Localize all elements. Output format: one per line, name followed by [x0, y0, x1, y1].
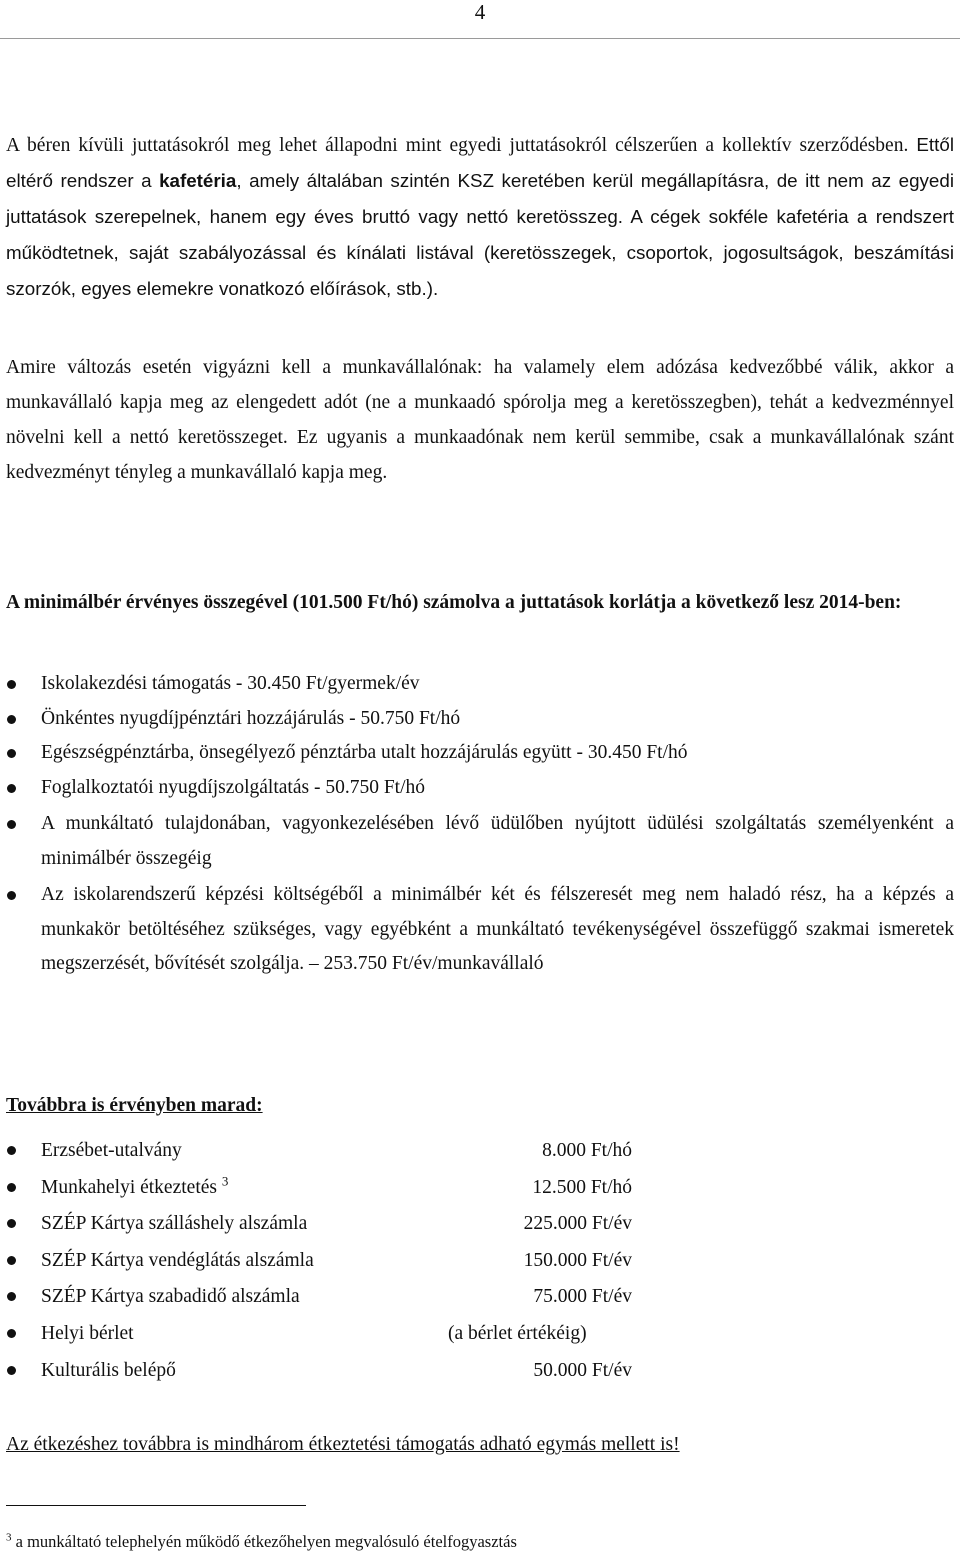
list-item	[0, 878, 960, 982]
kafeteria-term: kafetéria	[159, 170, 237, 191]
list-item-text: Önkéntes nyugdíjpénztári hozzájárulás - 50.750 Ft/hó	[41, 707, 461, 729]
bullet-icon	[7, 749, 16, 758]
list-item	[0, 667, 960, 702]
benefit-label: Helyi bérlet	[41, 1322, 134, 1344]
footnote-ref: 3	[221, 1173, 229, 1189]
benefit-row	[0, 1133, 960, 1170]
bullet-icon	[7, 1183, 16, 1192]
benefit-row	[0, 1206, 960, 1243]
intro-paragraph	[6, 127, 954, 307]
bullet-icon	[7, 891, 16, 900]
list-item-text: Iskolakezdési támogatás - 30.450 Ft/gyermek/év	[41, 673, 420, 694]
list-item	[0, 702, 960, 737]
valid-benefits-heading	[6, 1089, 954, 1122]
footnote-text: a munkáltató telephelyén működő étkezőhelyen megvalósuló ételfogyasztás	[11, 1532, 517, 1551]
intro-text-rest: , amely általában szintén KSZ keretében kerül megállapításra, de itt nem az egyedi juttatások szerepelnek, hanem egy éves bruttó vagy nettó keretösszeg. A cégek sokféle kafetéria a rendszert működtetnek, saját szabályozással és kínálati listával (keretösszegek, csoportok, jogosultságok, beszámítási szorzók, egyes elemekre vonatkozó előírások, stb.).	[6, 170, 954, 299]
limits-heading: A minimálbér érvényes összegével (101.500 Ft/hó) számolva a juttatások korlátja a következő lesz 2014-ben:	[6, 592, 902, 613]
list-item-text: A munkáltató tulajdonában, vagyonkezelésében lévő üdülőben nyújtott üdülési szolgáltatás személyenként a minimálbér összegéig	[41, 813, 954, 869]
list-item-text: Foglalkoztatói nyugdíjszolgáltatás - 50.750 Ft/hó	[41, 776, 426, 798]
list-item-text: Egészségpénztárba, önsegélyező pénztárba utalt hozzájárulás együtt - 30.450 Ft/hó	[41, 742, 688, 763]
benefit-value: 50.000 Ft/év	[533, 1359, 632, 1381]
benefit-label: SZÉP Kártya szabadidő alszámla	[41, 1286, 300, 1308]
footnote-marker: 3	[6, 1531, 12, 1544]
intro-sentence-1: A béren kívüli juttatásokról meg lehet állapodni mint egyedi juttatásokról célszerűen a kollektív szerződésben.	[6, 135, 917, 156]
footnote-separator	[6, 1505, 306, 1506]
benefit-value: 150.000 Ft/év	[523, 1249, 632, 1271]
benefit-row	[0, 1353, 960, 1390]
benefit-value: 225.000 Ft/év	[523, 1213, 632, 1235]
benefit-label: SZÉP Kártya vendéglátás alszámla	[41, 1249, 314, 1271]
warning-paragraph: Amire változás esetén vigyázni kell a munkavállalónak: ha valamely elem adózása kedvezőbbé válik, akkor a munkavállaló kapja meg az elengedett adót (ne a munkaadó spórolja meg a keretösszegben), tehát a kedvezménnyel növelni kell a nettó keretösszeget. Ez ugyanis a munkaadónak nem kerül semmibe, csak a munkavállalónak szánt kedvezményt tényleg a munkavállaló kapja meg.	[6, 357, 954, 483]
benefit-row	[0, 1279, 960, 1316]
intro-sentence-2	[6, 134, 954, 299]
benefit-label: Kulturális belépő	[41, 1359, 176, 1381]
bullet-icon	[7, 1366, 16, 1375]
benefit-row	[0, 1316, 960, 1353]
header-rule	[0, 38, 960, 39]
benefit-row	[0, 1170, 960, 1207]
page-number: 4	[474, 0, 486, 24]
list-item	[0, 771, 960, 806]
benefit-value: (a bérlet értékéig)	[448, 1322, 587, 1344]
bullet-icon	[7, 680, 16, 689]
list-item	[0, 807, 960, 876]
bullet-icon	[7, 715, 16, 724]
bullet-icon	[7, 1292, 16, 1301]
list-item-text: Az iskolarendszerű képzési költségéből a minimálbér két és félszeresét meg nem haladó rész, ha a képzés a munkakör betöltéséhez szükséges, vagy egyébként a munkáltató tevékenységével összefüggő szakmai ismeretek megszerzését, bővítését szolgálja. – 253.750 Ft/év/munkavállaló	[41, 884, 954, 974]
benefit-label: Erzsébet-utalvány	[41, 1140, 182, 1161]
bullet-icon	[7, 1329, 16, 1338]
intro-text: Ettől eltérő rendszer a	[6, 134, 954, 191]
valid-benefits-list	[0, 1133, 960, 1389]
benefit-value: 75.000 Ft/év	[533, 1286, 632, 1308]
bullet-icon	[7, 820, 16, 829]
benefit-value: 12.500 Ft/hó	[532, 1176, 632, 1198]
benefit-value: 8.000 Ft/hó	[542, 1140, 632, 1161]
bullet-icon	[7, 1146, 16, 1155]
benefit-label: SZÉP Kártya szálláshely alszámla	[41, 1213, 308, 1235]
meal-note: Az étkezéshez továbbra is mindhárom étkeztetési támogatás adható egymás mellett is!	[6, 1434, 680, 1455]
bullet-icon	[7, 784, 16, 793]
benefit-row	[0, 1243, 960, 1280]
benefit-label-group	[41, 1170, 228, 1207]
bullet-icon	[7, 1219, 16, 1228]
bullet-icon	[7, 1256, 16, 1265]
footnote	[6, 1531, 517, 1553]
list-item	[0, 736, 960, 771]
valid-benefits-heading-text: Továbbra is érvényben marad:	[6, 1095, 263, 1116]
benefit-label: Munkahelyi étkeztetés	[41, 1176, 222, 1198]
limits-list	[0, 667, 960, 982]
